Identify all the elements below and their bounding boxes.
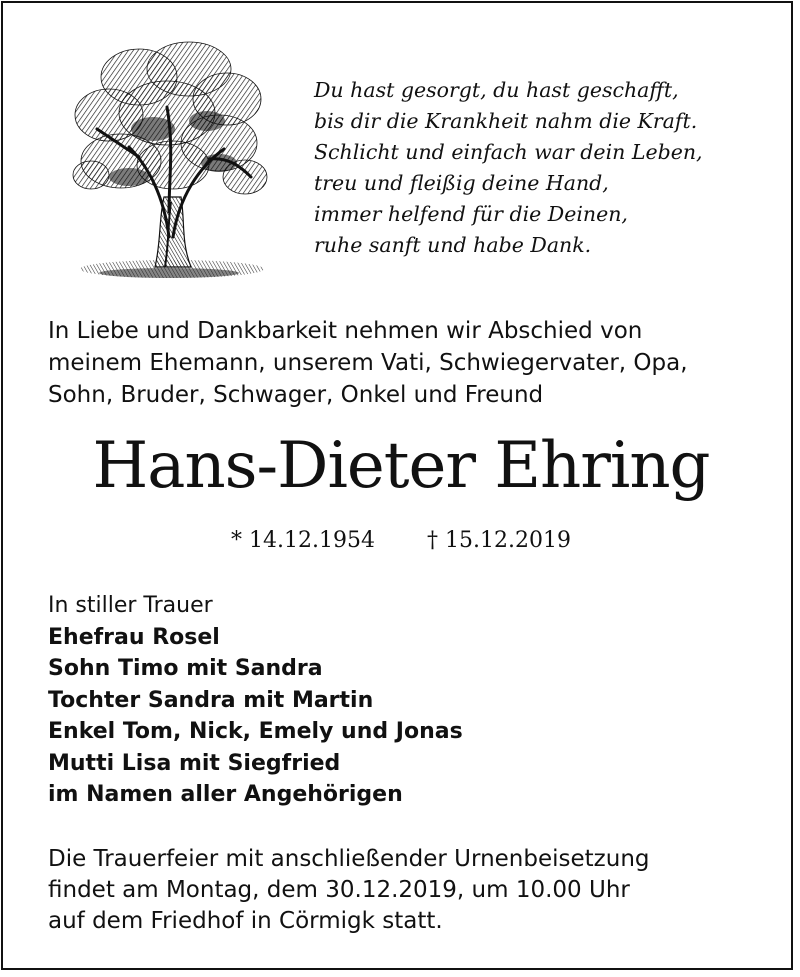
- death-date: † 15.12.2019: [427, 528, 571, 553]
- poem-line: immer helfend für die Deinen,: [314, 202, 628, 226]
- poem-line: bis dir die Krankheit nahm die Kraft.: [314, 109, 698, 133]
- mourner-entry: Sohn Timo mit Sandra: [48, 656, 323, 681]
- poem-line: Schlicht und einfach war dein Leben,: [314, 140, 703, 164]
- mourner-entry: Tochter Sandra mit Martin: [48, 687, 374, 713]
- intro-line: In Liebe und Dankbarkeit nehmen wir Abschied von: [48, 318, 643, 344]
- mourning-heading: In stiller Trauer: [48, 593, 213, 618]
- birth-date: * 14.12.1954: [231, 528, 375, 553]
- poem-line: ruhe sanft und habe Dank.: [314, 233, 592, 257]
- intro-line: Sohn, Bruder, Schwager, Onkel und Freund: [48, 382, 544, 408]
- mourner-list: [48, 622, 463, 811]
- mourners-section: [48, 590, 463, 811]
- obituary-notice: [1, 1, 793, 970]
- poem-line: treu und fleißig deine Hand,: [314, 171, 609, 195]
- farewell-intro: [48, 315, 688, 411]
- mourner-entry: Mutti Lisa mit Siegfried: [48, 750, 341, 776]
- memorial-poem: [314, 75, 703, 261]
- mourner-entry: im Namen aller Angehörigen: [48, 782, 403, 807]
- intro-line: meinem Ehemann, unserem Vati, Schwiegervater, Opa,: [48, 350, 688, 376]
- deceased-name: Hans-Dieter Ehring: [92, 429, 710, 503]
- mourner-entry: Enkel Tom, Nick, Emely und Jonas: [48, 719, 463, 744]
- poem-line: Du hast gesorgt, du hast geschafft,: [314, 78, 679, 102]
- service-line: auf dem Friedhof in Cörmigk statt.: [48, 908, 443, 934]
- life-dates: [3, 525, 799, 557]
- mourner-entry: Ehefrau Rosel: [48, 624, 220, 650]
- funeral-service-info: [48, 844, 650, 937]
- oak-tree-icon: [69, 37, 275, 283]
- service-line: findet am Montag, dem 30.12.2019, um 10.00 Uhr: [48, 877, 630, 903]
- service-line: Die Trauerfeier mit anschließender Urnenbeisetzung: [48, 846, 650, 872]
